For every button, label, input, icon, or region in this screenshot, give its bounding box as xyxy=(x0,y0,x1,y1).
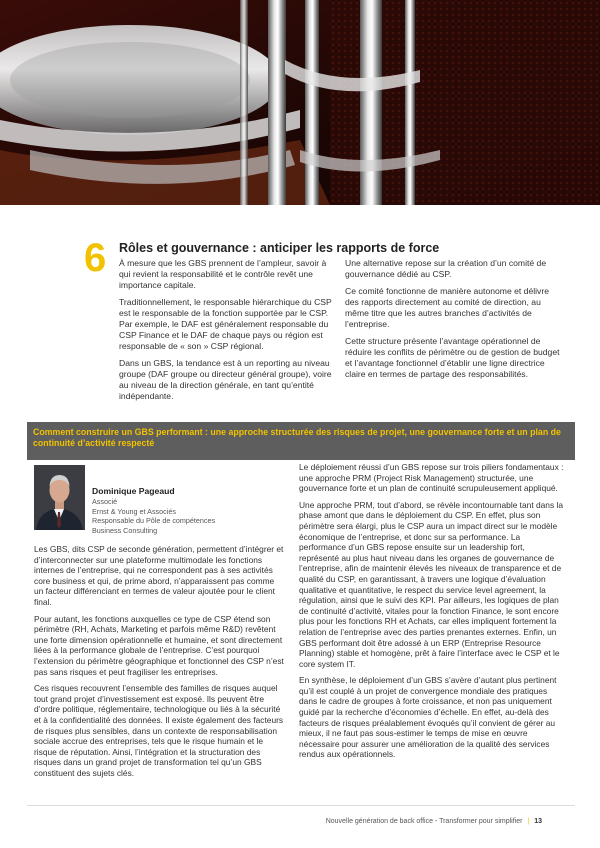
box-column-right xyxy=(299,462,567,766)
page-footer xyxy=(326,818,542,825)
paragraph: Une approche PRM, tout d’abord, se révèle incontournable tant dans la phase amont que dans le déploiement du CSP. En effet, plus son périmètre sera élargi, plus le CSP aura un impact direct sur le modèle économique de l’entreprise, et donc sur sa performance. La performance d’un GBS repose ensuite sur un leadership fort, représenté au plus haut niveau dans les organes de gouvernance de l’entreprise, afin de maintenir élevés les niveaux de transparence et de qualité du CSP, en garantissant, à travers une logique d’évaluation qualitative et quantitative, le respect du service level agreement, la régulation, ainsi que le suivi des KPI. Par ailleurs, les logiques de plan de continuité d’activité, vitales pour la fonction Finance, le sont encore plus pour les fonctions RH et Achats, car elles impliquent fortement la relation de l’entreprise avec des parties prenantes externes. Enfin, un GBS performant doit être adossé à un ERP (Entreprise Resource Planning) stable et homogène, prêt à faire l’interface avec le CSP et le core system IT. xyxy=(299,499,563,669)
author-name: Dominique Pageaud xyxy=(92,486,175,496)
author-photo xyxy=(34,465,85,530)
footer-separator: | xyxy=(527,818,530,825)
author-position: Responsable du Pôle de compétences xyxy=(92,516,216,525)
page-number: 13 xyxy=(534,818,542,825)
hero-illustration xyxy=(0,0,600,232)
section-title: Rôles et gouvernance : anticiper les rapports de force xyxy=(119,241,440,255)
paragraph: Les GBS, dits CSP de seconde génération, permettent d’intégrer et d’interconnecter sur une plateforme multimodale les fonctions internes de l’entreprise, qui ne correspondent pas à ses activités core business et qui, de prime abord, n’apparaissent pas comme un facteur différenciant en termes de valeur ajoutée pour le client final. xyxy=(34,544,284,607)
box-title: Comment construire un GBS performant : une approche structurée des risques de projet, une gouvernance forte et un plan de continuité d’activité respecté xyxy=(33,427,561,448)
paragraph: Ces risques recouvrent l’ensemble des familles de risques auquel tout grand projet d’investissement est exposé. Ils peuvent être d’ordre politique, réglementaire, technologique ou liés à la sécurité et à la confidentialité des données. Il existe également des facteurs de risques plus sensibles, dans un contexte de responsabilisation sociale accrue des entreprises, tels que le risque humain et le risque de réputation. Ainsi, l’intégration et la structuration des risques dans un grand projet de transformation tel qu’un GBS constituent des sujets clés. xyxy=(34,683,284,778)
paragraph: Dans un GBS, la tendance est à un reporting au niveau groupe (DAF groupe ou directeur général groupe), voire au niveau de la direction générale, en tant qu’entité indépendante. xyxy=(119,358,332,401)
author-company: Ernst & Young et Associés xyxy=(92,506,176,516)
section-number: 6 xyxy=(84,236,107,280)
paragraph: Ce comité fonctionne de manière autonome et délivre des rapports directement au comité de direction, au même titre que les autres branches d’activités de l’entreprise. xyxy=(345,286,549,329)
hero-photo xyxy=(0,0,600,232)
author-position: Business Consulting xyxy=(92,525,158,535)
paragraph: En synthèse, le déploiement d’un GBS s’avère d’autant plus pertinent qu’il est couplé à un projet de convergence mondiale des pratiques dans le cadre de groupes à forte croissance, et non pas uniquement guidé par la recherche d’économies d’échelle. En effet, au-delà des facteurs de risques préalablement évoqués qu’il convient de gérer au mieux, il ne faut pas sous-estimer le temps de mise en œuvre nécessaire pour assurer une amélioration de la qualité des services rendus aux opérationnels. xyxy=(299,675,557,760)
paragraph: Cette structure présente l’avantage opérationnel de réduire les conflits de périmètre ou de gestion de budget et l’avantage fonctionnel d’établir une ligne directrice claire en termes de partage des responsabilités. xyxy=(345,336,560,379)
main-column-right xyxy=(345,258,565,386)
paragraph: Une alternative repose sur la création d’un comité de gouvernance dédié au CSP. xyxy=(345,258,547,279)
paragraph: À mesure que les GBS prennent de l’ampleur, savoir à qui revient la responsabilité et le contrôle revêt une importance capitale. xyxy=(119,258,327,290)
portrait-image xyxy=(34,465,85,530)
paragraph: Le déploiement réussi d’un GBS repose sur trois piliers fondamentaux : une approche PRM (Project Risk Management) structurée, une gouvernance forte et un plan de continuité scrupuleusement appliqué. xyxy=(299,462,564,494)
paragraph: Pour autant, les fonctions auxquelles ce type de CSP étend son périmètre (RH, Achats, Marketing et parfois même R&D) revêtent une forte dimension opérationnelle et humaine, et sont directement liées à la performance globale de l’entreprise. C’est pourquoi l’extension du périmètre géographique et fonctionnel des CSP n’est pas sans risques et peut fragiliser les entreprises. xyxy=(34,613,284,677)
author-role: Associé xyxy=(92,497,118,506)
main-column-left xyxy=(119,258,334,408)
author-block xyxy=(92,486,292,535)
footer-text: Nouvelle génération de back office - Transformer pour simplifier xyxy=(325,818,523,825)
paragraph: Traditionnellement, le responsable hiérarchique du CSP est le responsable de la fonction supportée par le CSP. Par exemple, le DAF est généralement responsable du CSP Finance et le DAF de chaque pays ou région est responsable de « son » CSP régional. xyxy=(119,297,332,351)
box-column-left xyxy=(34,544,284,784)
